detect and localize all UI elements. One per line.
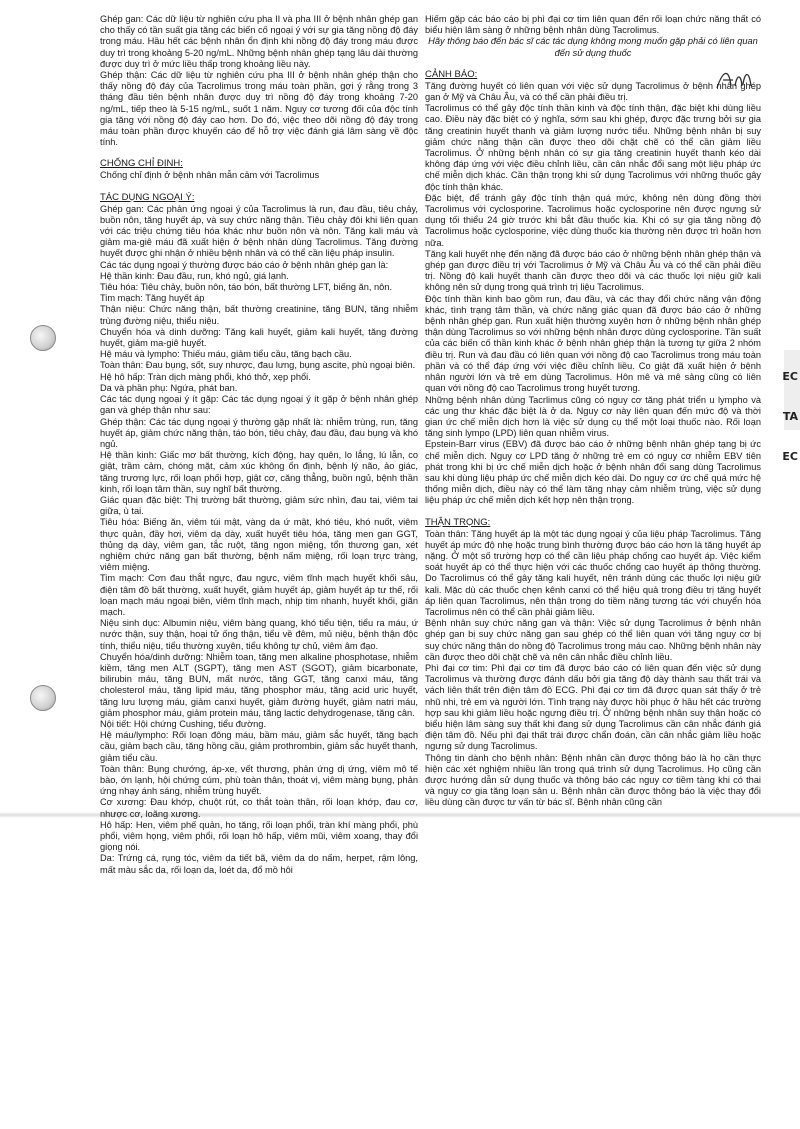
warning-paragraph: Tăng đường huyết có liên quan với việc sử dụng Tacrolimus ở bệnh nhân ghép gan ở Mỹ và Châu Âu, và có thể cần phải điều trị. xyxy=(425,80,761,103)
adverse-item: Nội tiết: Hội chứng Cushing, tiểu đường. xyxy=(100,718,267,729)
contraindication-text: Chống chỉ định ở bệnh nhân mẫn cảm với Tacrolimus xyxy=(100,170,320,181)
edge-text-3: EC xyxy=(782,450,798,463)
caution-paragraph: Thông tin dành cho bệnh nhân: Bệnh nhân cần được thông báo là họ cần thực hiện các xét nghiệm nhiều lần trong quá trình sử dụng Tacrolimus. Họ cũng cần được hướng dẫn sử dụng thuốc và thông báo các nguy cơ tiềm tàng khi có thai và nguy cơ gia tăng loạn sản u. Bệnh nhân cần được thông báo là việc thay đổi liều dùng cần được tư vấn từ bác sĩ. Bệnh nhân cũng cần xyxy=(425,752,761,808)
adverse-item: Cơ xương: Đau khớp, chuột rút, co thắt toàn thân, rối loạn khớp, đau cơ, nhược cơ, loãng xương. xyxy=(100,797,418,819)
adverse-item: Tim mạch: Tăng huyết áp xyxy=(100,293,205,304)
report-notice: Hãy thông báo đến bác sĩ các tác dụng không mong muốn gặp phải có liên quan đến sử dụng thuốc xyxy=(428,36,758,58)
adverse-item: Hệ thần kinh: Giấc mơ bất thường, kích động, hay quên, lo lắng, lú lẫn, co giật, trầm cảm, chóng mặt, cảm xúc không ổn định, bệnh lý não, ảo giác, tăng trương lực, rối loạn phối hợp, giật cơ, căng thẳng, buồn ngủ, bệnh thần kinh, rối loạn tâm thần, suy nghĩ bất thường. xyxy=(100,450,418,494)
adverse-effects-heading: TÁC DỤNG NGOẠI Ý: xyxy=(100,191,195,203)
warning-paragraph: Epstein-Barr virus (EBV) đã được báo cáo ở những bệnh nhân ghép tạng bị ức chế miễn dịch. Nguy cơ LPD tăng ở những trẻ em có nguy cơ nhiễm EBV tiên phát trong khi bị ức chế miễn dịch hoặc ở bệnh nhân đổi sang dùng Tacrolimus sau khi dùng liệu pháp ức chế miễn dịch kéo dài. Do nguy cơ ức chế quá mức hệ thống miễn dịch, điều này có thể làm tăng nhạy cảm nhiễm trùng, việc sử dụng liệu pháp ức chế miễn dịch kết hợp nên thận trọng. xyxy=(425,439,761,506)
warning-paragraph: Độc tính thần kinh bao gồm run, đau đầu, và các thay đổi chức năng vận động khác, tình trạng tâm thần, và chức năng giác quan đã được báo cáo ở những bệnh nhân ghép gan. Run xuất hiện thường xuyên hơn ở những bệnh nhân ghép thận dùng Tacrolimus so với những bệnh nhân được dùng cyclosporine. Tần suất của các biến cố thần kinh khác ở bệnh nhân ghép thận là tương tự giữa 2 nhóm điều trị. Run và đau đầu có liên quan với nồng độ cao Tacrolimus trong máu toàn phần và có thể đáp ứng với việc điều chỉnh liều. Co giật đã xuất hiện ở bệnh nhân người lớn và trẻ em dùng Tacrolimus. Hôn mê và mê sảng cũng có liên quan với nồng độ cao Tacrolimus trong huyết tương. xyxy=(425,293,761,394)
caution-paragraph: Phì đại cơ tim: Phì đại cơ tim đã được báo cáo có liên quan đến việc sử dụng Tacrolimus và thường được đánh dấu bởi gia tăng độ dày thành sau thất trái và vách liên thất trên điện tâm đồ ECG. Phì đại cơ tim đã được quan sát thấy ở trẻ nhũ nhi, trẻ em và người lớn. Tình trạng này được hồi phục ở hầu hết các trường hợp sau khi giảm liều hoặc ngưng điều trị. Ở những bệnh nhân suy thận hoặc có biểu hiện lâm sàng suy thất khi đang sử dụng Tacrolimus cần cân nhắc đánh giá điện tâm đồ. Nếu phì đại thất trái được chẩn đoán, cần cân nhắc giảm liều hoặc ngưng sử dụng Tacrolimus. xyxy=(425,662,761,752)
right-column xyxy=(425,14,761,809)
warning-paragraph: Tacrolimus có thể gây độc tính thần kinh và độc tính thận, đặc biệt khi dùng liều cao. Điều này đặc biệt có ý nghĩa, sớm sau khi ghép, được đặc trưng bởi sự gia tăng creatinin huyết thanh và giảm lượng nước tiểu. Những bệnh nhân bị suy giảm chức năng thận cần được theo dõi chặt chẽ có thể cần giảm liều Tacrolimus. Ở những bệnh nhân có sự gia tăng creatinin huyết thanh kéo dài không đáp ứng với việc điều chỉnh liều, cần cân nhắc đổi sang một liệu pháp ức chế miễn dịch khác. Cần thận trọng khi sử dụng Tacrolimus với những thuốc gây độc tính thận khác. xyxy=(425,103,761,192)
kidney-transplant-paragraph: Ghép thận: Các dữ liệu từ nghiên cứu pha III ở bệnh nhân ghép thận cho thấy nồng độ đáy của Tacrolimus trong máu toàn phần, gợi ý rằng trong 3 tháng đầu tiên bệnh nhân được duy trì nồng độ đáy trong khoảng 7-20 ng/mL, tiếp theo là 5-15 ng/mL, suốt 1 năm. Nguy cơ tương đối của độc tính gia tăng với nồng độ đáy cao hơn. Do đó, việc theo dõi nồng độ đáy trong máu toàn phần được khuyến cáo để hỗ trợ việc đánh giá lâm sàng về độc tính. xyxy=(100,70,418,148)
caution-heading: THẬN TRỌNG: xyxy=(425,516,491,528)
adverse-item: Da: Trứng cá, rụng tóc, viêm da tiết bã, viêm da do nấm, herpet, rậm lông, mất màu sắc da, rối loạn da, loét da, đổ mồ hôi xyxy=(100,853,418,875)
adverse-item: Tiêu hóa: Biếng ăn, viêm túi mật, vàng da ứ mật, khó tiêu, khó nuốt, viêm thực quản, đầy hơi, viêm dạ dày, xuất huyết tiêu hóa, tăng men gan GGT, thủng dạ dày, viêm gan, tắc ruột, tăng ngon miệng, tổn thương gan, xét nghiệm chức năng gan bất thường, bệnh nấm miệng, rối loạn trực tràng, viêm miệng. xyxy=(100,517,418,573)
adverse-item: Niệu sinh dục: Albumin niệu, viêm bàng quang, khó tiểu tiện, tiểu ra máu, ứ nước thận, suy thận, hoại tử ống thận, tiểu về đêm, mủ niệu, bệnh thận độc tính, thiểu niệu, tiểu thường xuyên, tiểu không tự chủ, viêm âm đạo. xyxy=(100,618,418,651)
warning-paragraph: Đặc biệt, để tránh gây độc tính thận quá mức, không nên dùng đồng thời Tacrolimus với cyclosporine. Tacrolimus hoặc cyclosporine nên được ngưng sử dụng tối thiểu 24 giờ trước khi bắt đầu thuốc kia. Khi có sự gia tăng nồng độ Tacrolimus hoặc cyclosporine, việc dùng thuốc kia thường nên được trì hoãn hơn nữa. xyxy=(425,192,761,248)
caution-paragraph: Toàn thân: Tăng huyết áp là một tác dụng ngoại ý của liệu pháp Tacrolimus. Tăng huyết áp mức độ nhẹ hoặc trung bình thường được báo cáo hơn là tăng huyết áp nặng. Ở một số trường hợp có thể cần liệu pháp chống cao huyết áp. Việc kiểm soát huyết áp có thể thực hiện với các thuốc chống cao huyết áp thông thường. Do Tacrolimus có thể gây tăng kali huyết, nên tránh dùng các thuốc lợi niệu giữ kali. Mặc dù các thuốc chẹn kênh canxi có thể hiệu quả trong điều trị tăng huyết áp liên quan Tacrolimus, nên thận trọng do tiềm năng tương tác với chuyển hóa Tacrolimus nên có thể cần phải giảm liều. xyxy=(425,528,761,617)
caution-paragraph: Bệnh nhân suy chức năng gan và thận: Việc sử dụng Tacrolimus ở bệnh nhân ghép gan bị suy chức năng gan sau ghép có thể liên quan với tăng nguy cơ bị suy chức năng thận do nồng độ Tacrolimus trong máu cao. Những bệnh nhân này cần được theo dõi chặt chẽ và nên cân nhắc điều chỉnh liều. xyxy=(425,618,761,662)
adverse-item: Toàn thân: Bụng chướng, áp-xe, vết thương, phản ứng dị ứng, viêm mô tế bào, ớn lạnh, hội chứng cúm, phù toàn thân, thoát vị, viêm màng bụng, phản ứng nhạy ánh sáng, nhiễm trùng huyết. xyxy=(100,763,418,797)
adverse-item: Ghép thận: Các tác dụng ngoại ý thường gặp nhất là: nhiễm trùng, run, tăng huyết áp, giảm chức năng thận, táo bón, tiêu chảy, đau đầu, đau bụng và khó ngủ. xyxy=(100,416,418,449)
adverse-item: Tim mạch: Cơn đau thắt ngực, đau ngực, viêm tĩnh mạch huyết khối sâu, điện tâm đồ bất thường, xuất huyết, giảm huyết áp, giảm huyết áp tư thế, rối loạn mạch máu ngoại biên, viêm tĩnh mạch, nhịp tim nhanh, huyết khối, giãn mạch. xyxy=(100,573,418,617)
adverse-item: Hệ máu/lympho: Rối loạn đông máu, bầm máu, giảm sắc huyết, tăng bạch cầu, giảm bạch cầu, tăng hồng cầu, giảm prothrombin, giảm sắc huyết thanh, giảm tiểu cầu. xyxy=(100,730,418,763)
adverse-item: Da và phần phụ: Ngứa, phát ban. xyxy=(100,382,238,393)
adverse-item: Thận niệu: Chức năng thận, bất thường creatinine, tăng BUN, tăng nhiễm trùng đường niệu, thiểu niệu. xyxy=(100,304,418,326)
adverse-item: Toàn thân: Đau bụng, sốt, suy nhược, đau lưng, bụng ascite, phù ngoại biên. xyxy=(100,360,416,371)
adverse-paragraph: Các tác dụng ngoại ý thường được báo cáo ở bệnh nhân ghép gan là: xyxy=(100,259,389,270)
liver-transplant-paragraph: Ghép gan: Các dữ liệu từ nghiên cứu pha II và pha III ở bệnh nhân ghép gan cho thấy có tần suất gia tăng các biến cố ngoại ý với sự gia tăng nồng độ đáy trong máu. Hầu hết các bệnh nhân ổn định khi nồng độ đáy trong máu được duy trì trong khoảng 5-20 ng/mL. Những bệnh nhân ghép tạng lâu dài thường được duy trì ở mức liều thấp trong khoảng liều này. xyxy=(100,14,418,69)
contraindication-heading: CHỐNG CHỈ ĐỊNH: xyxy=(100,158,183,170)
adverse-item: Các tác dụng ngoại ý ít gặp: Các tác dụng ngoại ý ít gặp ở bệnh nhân ghép gan và ghép thận như sau: xyxy=(100,394,418,416)
warning-heading: CẢNH BÁO: xyxy=(425,68,478,80)
punch-hole-bottom xyxy=(30,685,56,711)
edge-text-2: TA xyxy=(782,410,798,423)
adverse-item: Hệ thần kinh: Đau đầu, run, khó ngủ, giá lạnh. xyxy=(100,270,289,281)
warning-paragraph: Những bệnh nhân dùng Tacrlimus cũng có nguy cơ tăng phát triển u lympho và các ung thư khác đặc biệt là ở da. Nguy cơ này liên quan đến mức độ và thời gian ức chế miễn dịch hơn là việc sử dụng cụ thể một loại thuốc nào. Rối loạn tăng sinh lympo (LPD) liên quan nhiễm virus. xyxy=(425,394,761,439)
warning-paragraph: Tăng kali huyết nhẹ đến nặng đã được báo cáo ở những bệnh nhân ghép thận và ghép gan được điều trị với Tacrolimus ở Mỹ và Châu Âu và có thể cần phải điều trị. Nồng độ kali huyết thanh cần được theo dõi và các thuốc lợi niệu giữ kali không nên sử dụng trong quá trình trị liệu Tacrolimus. xyxy=(425,248,761,293)
adverse-item: Giác quan đặc biệt: Thị trường bất thường, giảm sức nhìn, đau tai, viêm tai giữa, ù tai. xyxy=(100,494,418,517)
left-column xyxy=(100,14,418,876)
edge-text-1: EC xyxy=(782,370,798,383)
adverse-paragraph: Ghép gan: Các phản ứng ngoại ý của Tacrolimus là run, đau đầu, tiêu chảy, buồn nôn, tăng huyết áp, và suy chức năng thận. Tiêu chảy đôi khi liên quan với các triệu chứng tiêu hóa khác như buồn nôn và nôn. Tăng kali máu và giảm ma-giê máu đã xuất hiện ở bệnh nhân dùng Tacrolimus. Tăng đường huyết được ghi nhận ở nhiều bệnh nhân và có thể cần liệu pháp insulin. xyxy=(100,203,418,259)
punch-hole-top xyxy=(30,325,56,351)
adverse-item: Chuyển hóa/dinh dưỡng: Nhiễm toan, tăng men alkaline phosphotase, nhiễm kiềm, tăng men ALT (SGPT), tăng men AST (SGOT), giảm bicarbonate, bilirubin máu, tăng BUN, mất nước, tăng GGT, tăng canxi máu, tăng cholesterol máu, tăng lipid máu, tăng phosphor máu, tăng acid uric huyết, tăng lưu lượng máu, giảm canxi huyết, giảm đường huyết, giảm natri máu, giảm phosphor máu, giảm protein máu, tăng lactic dehydrogenase, tăng cân. xyxy=(100,651,418,718)
cardiomyopathy-note: Hiếm gặp các báo cáo bị phì đại cơ tim liên quan đến rối loạn chức năng thất có biểu hiện lâm sàng ở những bệnh nhân dùng Tacrolimus. xyxy=(425,14,761,36)
adverse-item: Hệ hô hấp: Tràn dịch màng phổi, khó thở, xẹp phổi. xyxy=(100,371,311,382)
adverse-item: Hệ máu và lympho: Thiếu máu, giảm tiểu cầu, tăng bạch cầu. xyxy=(100,349,352,360)
adverse-item: Chuyển hóa và dinh dưỡng: Tăng kali huyết, giảm kali huyết, tăng đường huyết, giảm ma-giê huyết. xyxy=(100,326,418,349)
adverse-item: Tiêu hóa: Tiêu chảy, buồn nôn, táo bón, bất thường LFT, biếng ăn, nôn. xyxy=(100,282,393,293)
adverse-item: Hô hấp: Hen, viêm phế quản, ho tăng, rối loạn phổi, tràn khí màng phổi, phù phổi, viêm họng, viêm phổi, rối loạn hô hấp, viêm mũi, viêm xoang, thay đổi giọng nói. xyxy=(100,819,418,853)
